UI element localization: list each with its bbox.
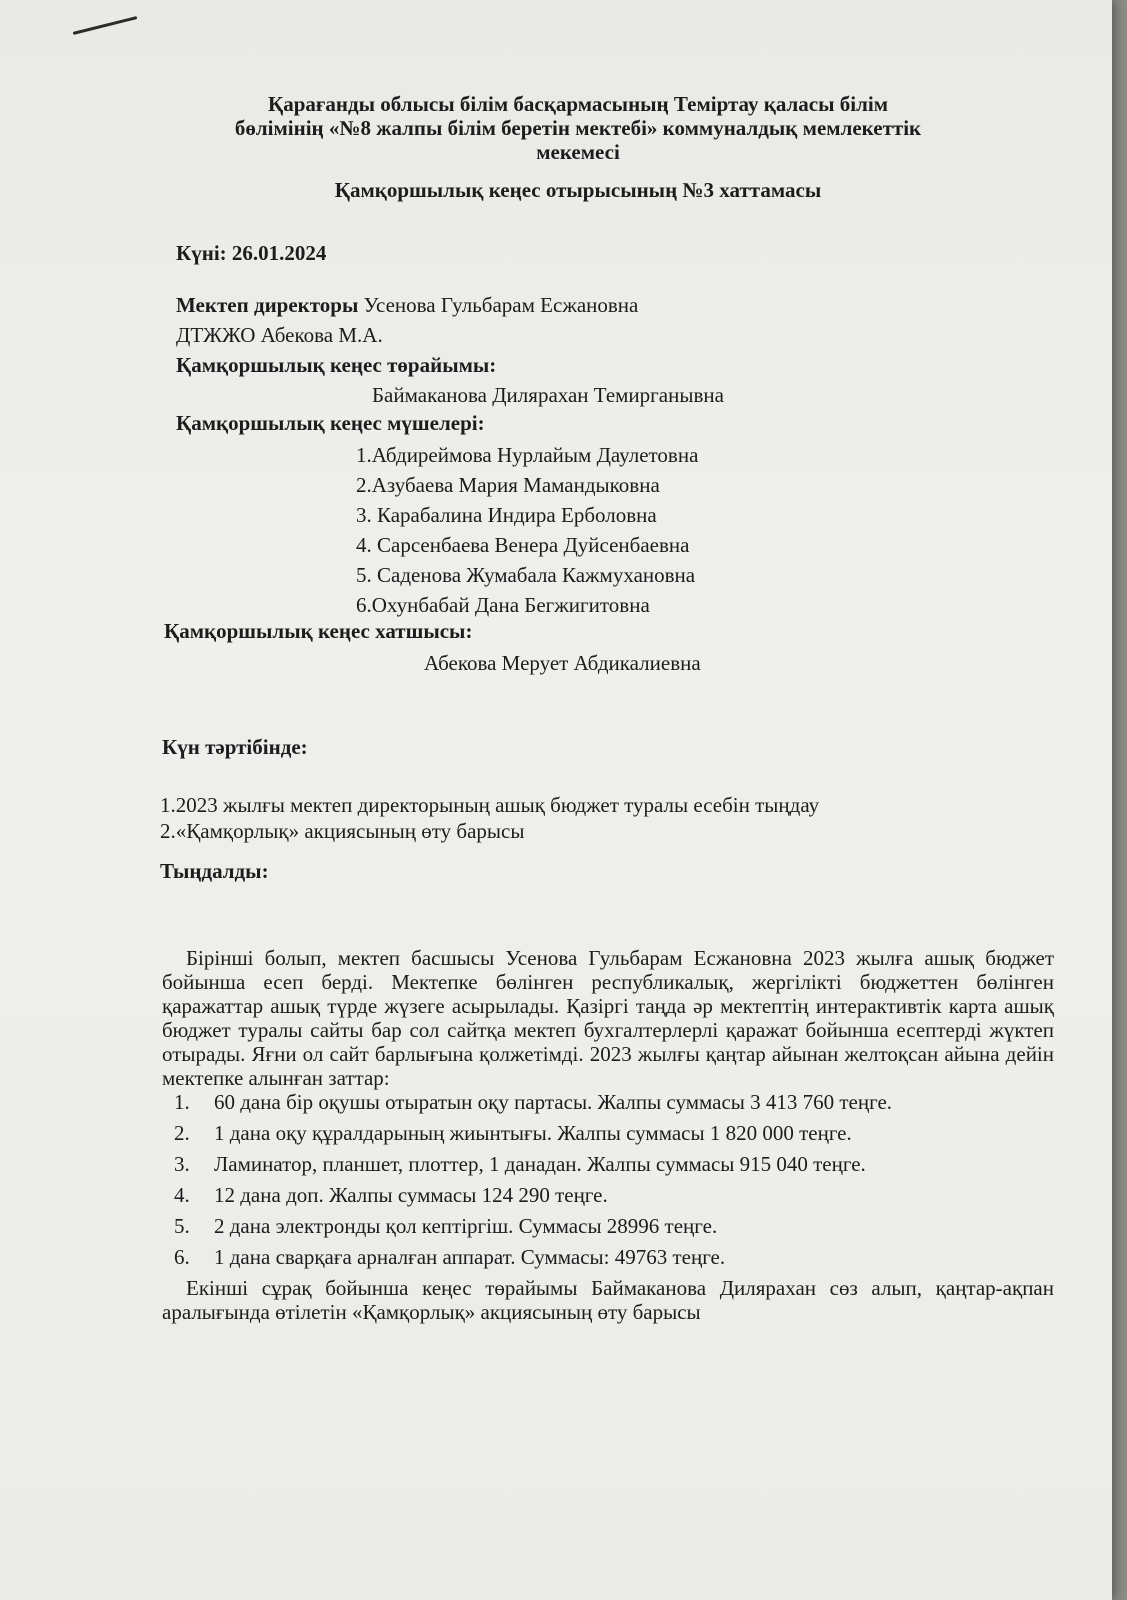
purchase-text: 60 дана бір оқушы отыратын оқу партасы. Жалпы суммасы 3 413 760 теңге. (214, 1090, 893, 1114)
body-paragraph: Бірінші болып, мектеп басшысы Усенова Гульбарам Есжановна 2023 жылға ашық бюджет бойынша есеп берді. Мектепке бөлінген республикалық, жергілікті бюджеттен бөлінген қаражаттар ашық түрде жүзеге асырылады. Қазіргі таңда әр мектептің интерактивтік карта ашық бюджет туралы сайты бар сол сайтқа мектеп бухгалтерлерлі қаражат бойынша есептерді жүктеп отырады. Яғни ол сайт барлығына қолжетімді. 2023 жылғы қаңтар айынан желтоқсан айына дейін мектепке алынған заттар: (162, 946, 1054, 1090)
purchase-item (174, 1245, 1054, 1269)
purchase-number: 1. (174, 1090, 190, 1114)
purchase-number: 5. (174, 1214, 190, 1238)
agenda-item: 1.2023 жылғы мектеп директорының ашық бюджет туралы есебін тыңдау (160, 793, 820, 817)
chair-label: Қамқоршылық кеңес төрайымы: (176, 353, 497, 377)
purchase-number: 4. (174, 1183, 190, 1207)
purchase-number: 2. (174, 1121, 190, 1145)
purchase-text: 1 дана оқу құралдарының жиынтығы. Жалпы суммасы 1 820 000 теңге. (214, 1121, 852, 1145)
chair-name: Баймаканова Дилярахан Темирганывна (372, 383, 724, 407)
member-item: 1.Абдиреймова Нурлайым Даулетовна (356, 443, 699, 467)
header-line-3: мекемесі (536, 140, 620, 164)
pen-mark (73, 16, 138, 35)
member-item: 4. Сарсенбаева Венера Дуйсенбаевна (356, 533, 690, 557)
date-line (176, 240, 326, 266)
member-item: 3. Карабалина Индира Ерболовна (356, 503, 657, 527)
director-name: Усенова Гульбарам Есжановна (363, 293, 639, 317)
purchase-item (174, 1121, 1054, 1145)
member-item: 2.Азубаева Мария Мамандыковна (356, 473, 660, 497)
date-value: 26.01.2024 (231, 241, 327, 265)
purchase-item (174, 1152, 1054, 1176)
member-item: 5. Саденова Жумабала Кажмухановна (356, 563, 696, 587)
purchase-text: 1 дана сварқаға арналған аппарат. Суммасы: 49763 теңге. (214, 1245, 726, 1269)
purchase-item (174, 1090, 1054, 1114)
body-paragraph: Екінші сұрақ бойынша кеңес төрайымы Баймаканова Дилярахан сөз алып, қаңтар-ақпан аралығында өтілетін «Қамқорлық» акциясының өту барысы (162, 1276, 1054, 1324)
document-header (168, 92, 988, 202)
purchase-number: 6. (174, 1245, 190, 1269)
agenda-item: 2.«Қамқорлық» акциясының өту барысы (160, 819, 525, 843)
secretary-label: Қамқоршылық кеңес хатшысы: (164, 619, 473, 643)
protocol-body (162, 946, 1054, 1324)
purchase-text: 12 дана доп. Жалпы суммасы 124 290 теңге. (214, 1183, 608, 1207)
header-line-1: Қарағанды облысы білім басқармасының Теміртау қаласы білім (267, 92, 889, 116)
secretary-name: Абекова Мерует Абдикалиевна (424, 651, 701, 675)
agenda-title: Күн тәртібінде: (162, 735, 308, 759)
deputy-line: ДТЖЖО Абекова М.А. (176, 323, 383, 347)
purchase-item (174, 1214, 1054, 1238)
purchase-text: 2 дана электронды қол кептіргіш. Суммасы 28996 теңге. (214, 1214, 718, 1238)
director-line (176, 292, 638, 318)
purchases-list (162, 1090, 1054, 1269)
protocol-title: Қамқоршылық кеңес отырысының №3 хаттамасы (334, 178, 822, 202)
header-line-2: бөлімінің «№8 жалпы білім беретін мектебі» коммуналдық мемлекеттік (234, 116, 922, 140)
date-label: Күні: (176, 241, 227, 265)
purchase-number: 3. (174, 1152, 190, 1176)
members-label: Қамқоршылық кеңес мүшелері: (176, 411, 485, 435)
purchase-text: Ламинатор, планшет, плоттер, 1 данадан. Жалпы суммасы 915 040 теңге. (214, 1152, 866, 1176)
member-item: 6.Охунбабай Дана Бегжигитовна (356, 593, 650, 617)
heard-title: Тыңдалды: (160, 859, 269, 883)
director-label: Мектеп директоры (176, 293, 359, 317)
purchase-item (174, 1183, 1054, 1207)
